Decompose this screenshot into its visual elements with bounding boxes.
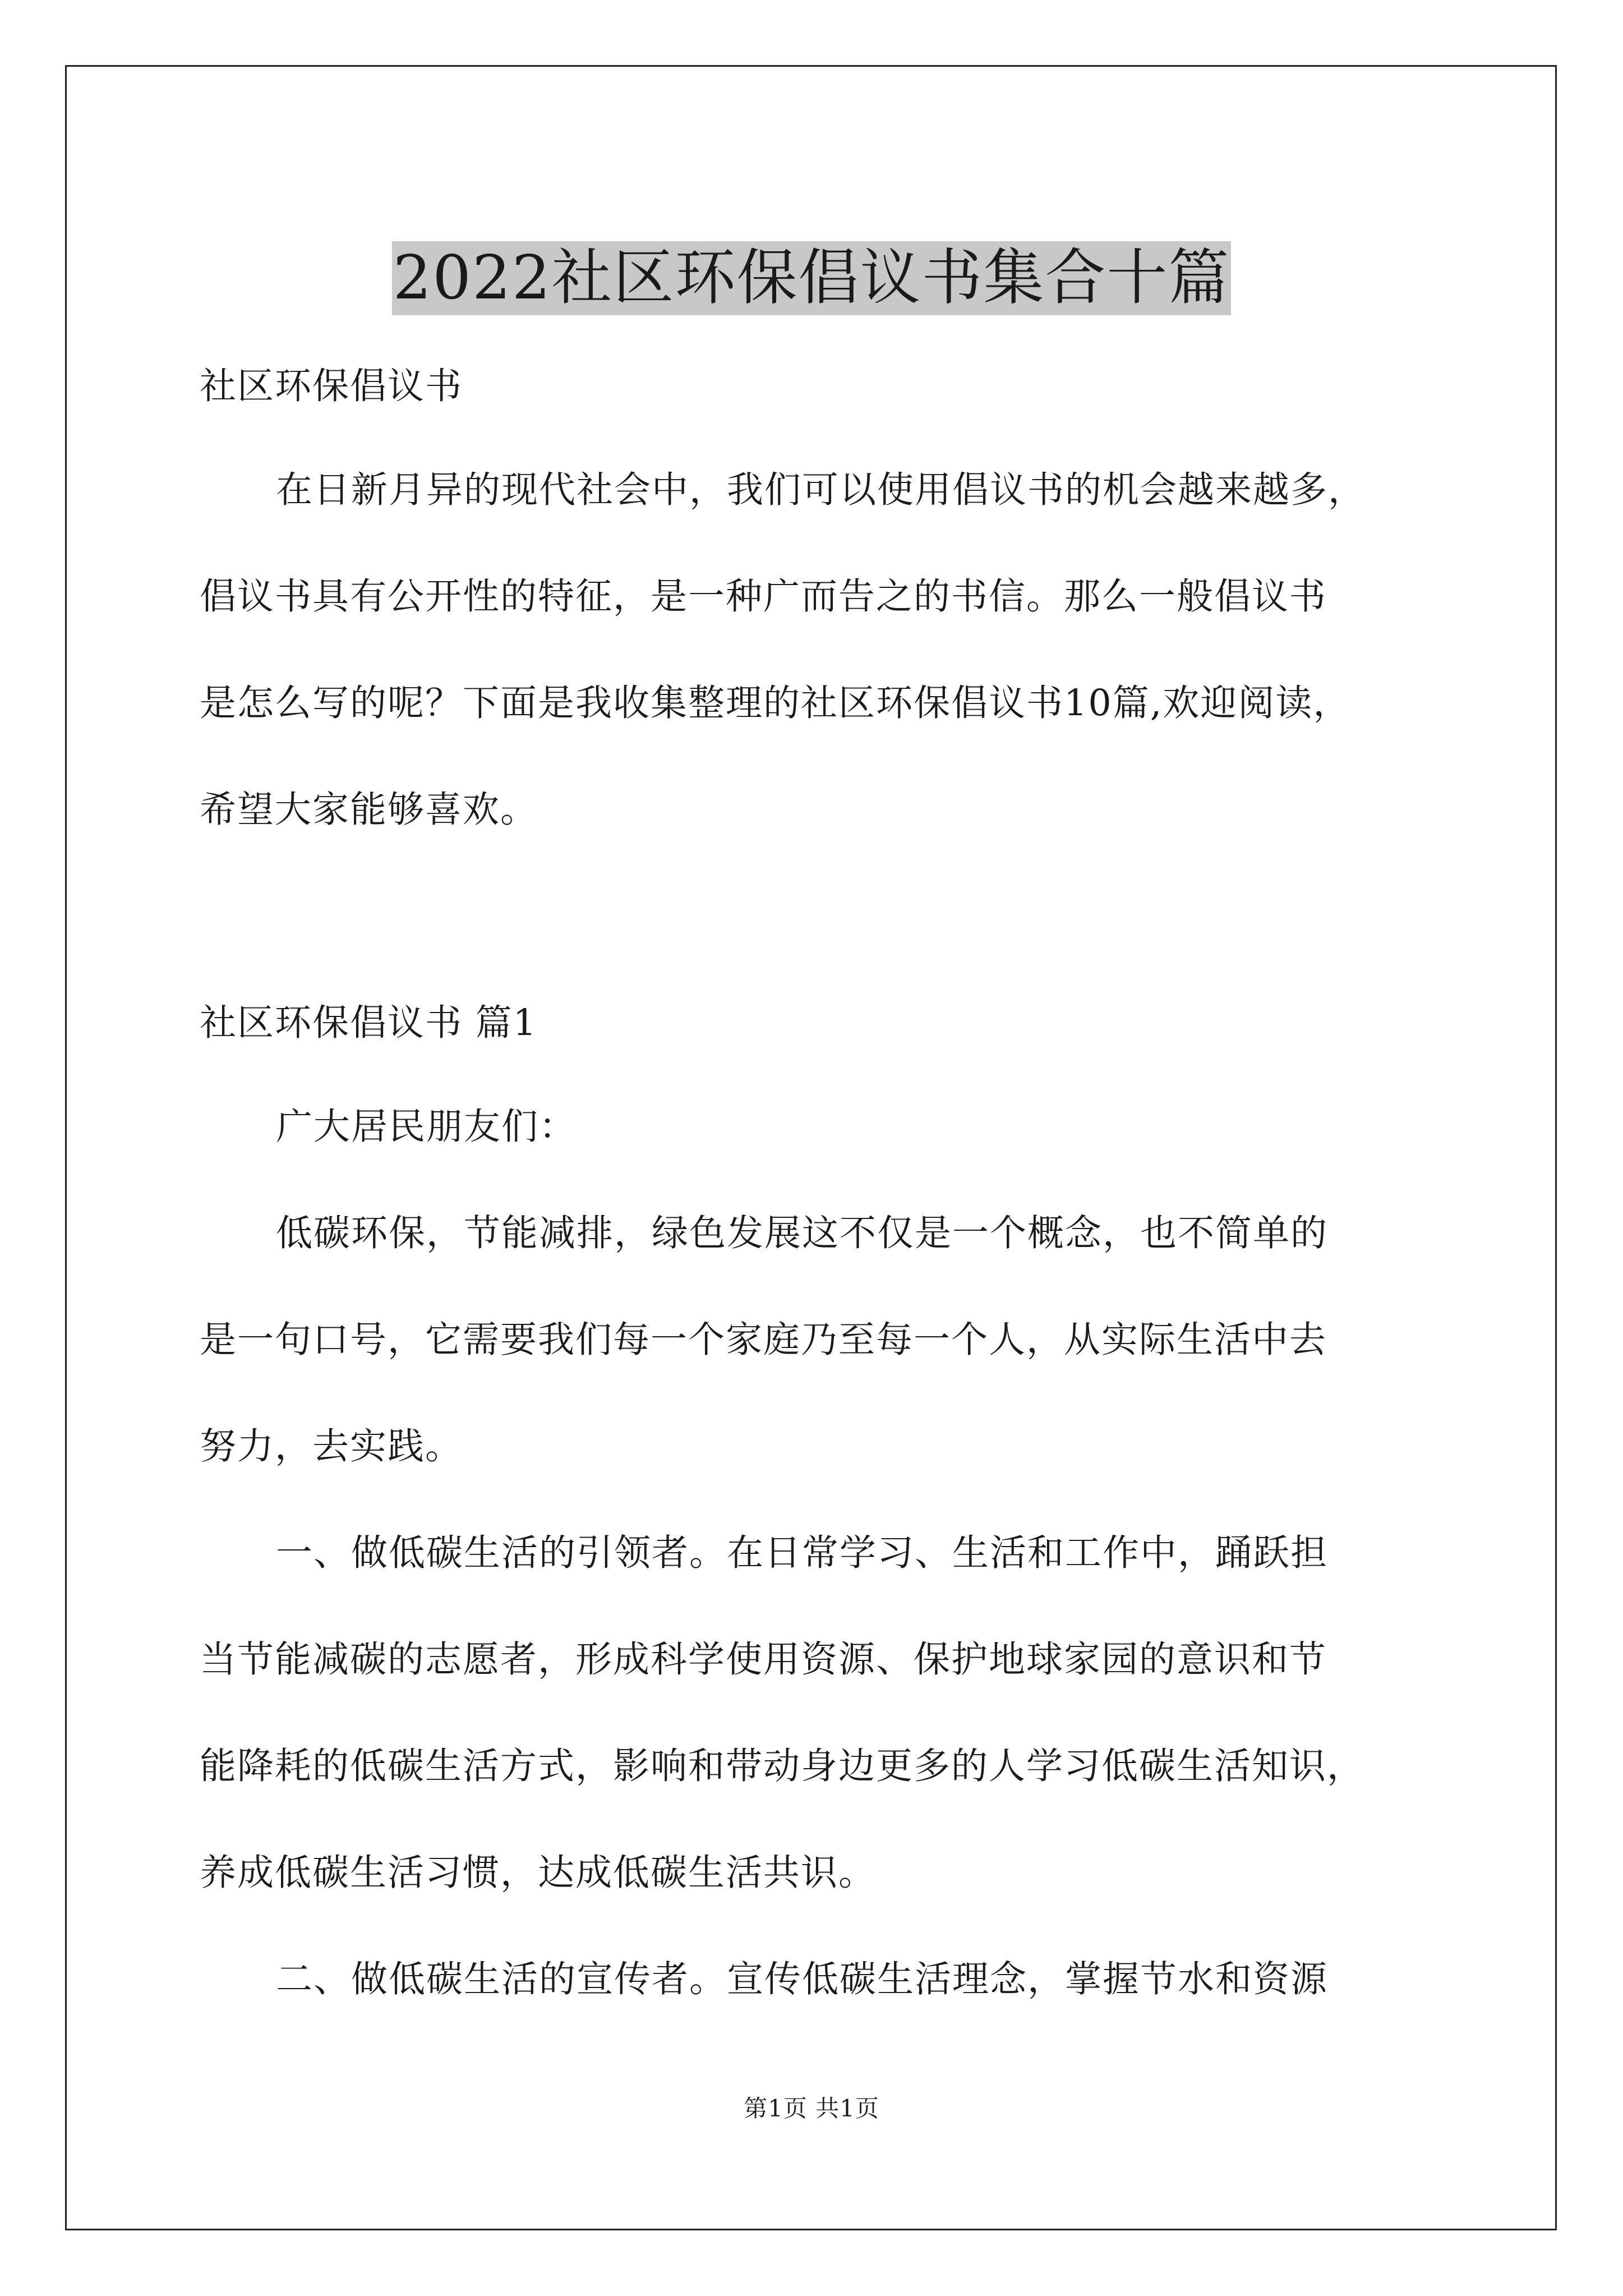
paragraph-line: 一、做低碳生活的引领者。在日常学习、生活和工作中，踊跃担 [276,1532,1329,1574]
paragraph-line: 是怎么写的呢？下面是我收集整理的社区环保倡议书10篇,欢迎阅读， [200,682,1351,724]
paragraph-line: 低碳环保，节能减排，绿色发展这不仅是一个概念，也不简单的 [276,1212,1329,1254]
paragraph-line: 努力，去实践。 [200,1425,463,1467]
paragraph-line: 当节能减碳的志愿者，形成科学使用资源、保护地球家园的意识和节 [200,1639,1327,1681]
page-footer: 第1页 共1页 [744,2095,879,2122]
paragraph-line: 二、做低碳生活的宣传者。宣传低碳生活理念，掌握节水和资源 [276,1958,1329,2000]
salutation: 广大居民朋友们： [276,1106,577,1148]
document-title: 2022社区环保倡议书集合十篇 [392,241,1232,315]
section-heading: 社区环保倡议书 篇1 [200,1002,538,1044]
paragraph-line: 倡议书具有公开性的特征，是一种广而告之的书信。那么一般倡议书 [200,576,1327,618]
section-heading: 社区环保倡议书 [200,365,463,407]
title-container [0,201,1623,356]
paragraph-line: 养成低碳生活习惯，达成低碳生活共识。 [200,1852,877,1894]
paragraph-line: 希望大家能够喜欢。 [200,789,538,831]
paragraph-line: 能降耗的低碳生活方式，影响和带动身边更多的人学习低碳生活知识， [200,1745,1365,1787]
paragraph-line: 在日新月异的现代社会中，我们可以使用倡议书的机会越来越多， [276,469,1366,511]
paragraph-line: 是一句口号，它需要我们每一个家庭乃至每一个人，从实际生活中去 [200,1319,1327,1361]
